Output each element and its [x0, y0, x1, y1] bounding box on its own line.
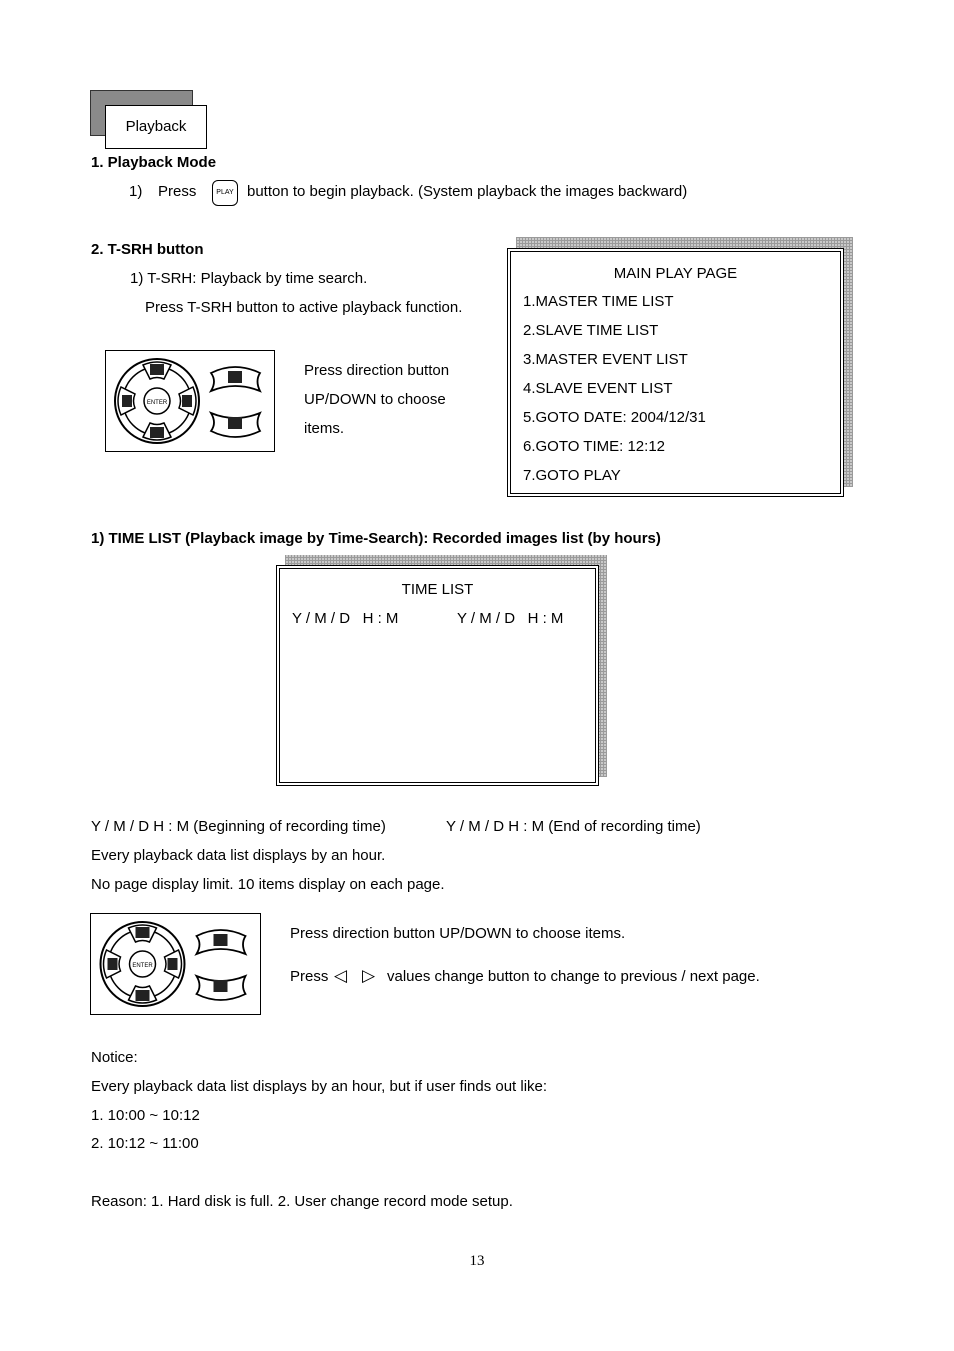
menu-item-master-time-list: 1.MASTER TIME LIST: [523, 293, 674, 310]
page-number: 13: [469, 1253, 485, 1269]
section-tab: [105, 105, 207, 149]
tsrh-line-1: 1) T-SRH: Playback by time search.: [130, 270, 368, 287]
time-list-title: TIME LIST: [401, 581, 474, 598]
note-page-limit: No page display limit. 10 items display on each page.: [91, 876, 445, 893]
play-key-icon: PLAY: [212, 180, 238, 206]
tsrh-heading: 2. T-SRH button: [91, 241, 204, 258]
direction-instruction-2: UP/DOWN to choose: [304, 391, 446, 408]
playback-mode-heading: 1. Playback Mode: [91, 154, 217, 171]
direction-instruction-1: Press direction button: [304, 362, 450, 379]
step-number: 1): [129, 183, 143, 200]
right-arrow-icon: ▷: [362, 966, 376, 985]
note-hourly-list: Every playback data list displays by an hour.: [91, 847, 386, 864]
instruction-choose-items: Press direction button UP/DOWN to choose items.: [290, 925, 626, 942]
step-press-text: Press: [158, 183, 197, 200]
main-play-title: MAIN PLAY PAGE: [613, 265, 738, 282]
notice-title: Notice:: [91, 1049, 138, 1066]
time-list-column-begin: Y / M / D H : M: [292, 610, 399, 627]
remote-direction-pad-image: [105, 350, 275, 452]
main-play-screen: [507, 248, 844, 497]
tsrh-line-2: Press T-SRH button to active playback function.: [145, 299, 463, 316]
menu-item-goto-time: 6.GOTO TIME: 12:12: [523, 438, 666, 455]
menu-item-slave-time-list: 2.SLAVE TIME LIST: [523, 322, 659, 339]
instruction-press: Press: [290, 968, 329, 985]
direction-pad-icon-2: [91, 914, 260, 1014]
enter-label-2: ENTER: [132, 963, 153, 969]
section-tab-label: Playback: [125, 118, 187, 135]
menu-item-goto-date: 5.GOTO DATE: 2004/12/31: [523, 409, 706, 426]
enter-label: ENTER: [146, 400, 168, 406]
time-list-screen: [276, 565, 599, 786]
menu-item-slave-event-list: 4.SLAVE EVENT LIST: [523, 380, 673, 397]
direction-instruction-3: items.: [304, 420, 345, 437]
time-list-column-end: Y / M / D H : M: [457, 610, 564, 627]
instruction-page-change: values change button to change to previous / next page.: [387, 968, 760, 985]
note-beginning-time: Y / M / D H : M (Beginning of recording time): [91, 818, 386, 835]
notice-line: Every playback data list displays by an hour, but if user finds out like:: [91, 1078, 548, 1095]
notice-reason: Reason: 1. Hard disk is full. 2. User change record mode setup.: [91, 1193, 513, 1210]
left-arrow-icon: ◁: [334, 966, 348, 985]
note-end-time: Y / M / D H : M (End of recording time): [446, 818, 701, 835]
menu-item-master-event-list: 3.MASTER EVENT LIST: [523, 351, 688, 368]
menu-item-goto-play: 7.GOTO PLAY: [523, 467, 621, 484]
step-description: button to begin playback. (System playback the images backward): [247, 183, 688, 200]
direction-pad-icon: [106, 351, 274, 451]
notice-item-2: 2. 10:12 ~ 11:00: [91, 1135, 199, 1152]
remote-direction-pad-image-2: [90, 913, 261, 1015]
time-list-heading: 1) TIME LIST (Playback image by Time-Search): Recorded images list (by hours): [91, 530, 661, 547]
notice-item-1: 1. 10:00 ~ 10:12: [91, 1107, 200, 1124]
